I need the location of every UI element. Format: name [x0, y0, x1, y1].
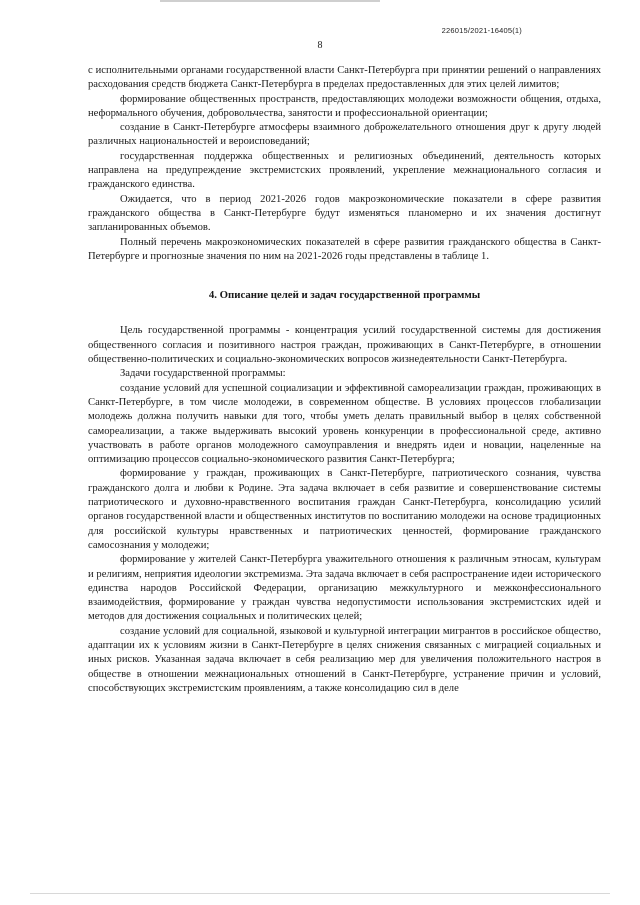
paragraph: Задачи государственной программы:	[120, 368, 286, 380]
top-scan-line	[160, 0, 380, 2]
page-content	[88, 64, 601, 696]
paragraph: формирование у жителей Санкт-Петербурга уважительного отношения к различным этносам, культурам и религиям, неприятия идеологии экстремизма. Эта задача включает в себя распространение идеи исторического единства народов Российской Федерации, организацию межкультурного и межконфессионального взаимодействия, формирование у граждан чувства недопустимости использования экстремистских идей и методов для достижения социальных и политических целей;	[88, 554, 601, 623]
paragraph: создание условий для социальной, языковой и культурной интеграции мигрантов в российское общество, адаптации их к условиям жизни в Санкт-Петербурге в целях снижения связанных с миграцией социальных и иных рисков. Указанная задача включает в себя реализацию мер для увеличения положительного настроя в обществе в отношении межнациональных отношений в Санкт-Петербурге, устранение причин и условий, способствующих экстремистским проявлениям, а также консолидацию сил в деле	[88, 625, 601, 694]
page-number: 8	[317, 40, 323, 51]
paragraph: Ожидается, что в период 2021-2026 годов макроэкономические показатели в сфере развития гражданского общества в Санкт-Петербурге будут изменяться планомерно и их значения достигнут запланированных объемов.	[88, 193, 601, 234]
section-heading: 4. Описание целей и задач государственной программы	[208, 289, 481, 302]
paragraph: создание в Санкт-Петербурге атмосферы взаимного доброжелательного отношения друг к другу людей различных национальностей и вероисповеданий;	[88, 122, 601, 148]
document-number: 226015/2021-16405(1)	[441, 26, 522, 35]
paragraph: государственная поддержка общественных и религиозных объединений, деятельность которых направлена на предупреждение экстремистских проявлений, укрепление межнационального согласия и гражданского единства.	[88, 150, 601, 191]
paragraph: формирование общественных пространств, предоставляющих молодежи возможности общения, отдыха, неформального обучения, добровольчества, занятости и профессиональной ориентации;	[88, 93, 601, 119]
paragraph: создание условий для успешной социализации и эффективной самореализации граждан, проживающих в Санкт-Петербурге, в том числе молодежи, в современном обществе. В условиях процессов глобализации молодежь должна получить навыки для того, чтобы уметь делать правильный выбор в целях собственной самореализации, а также выдерживать высокий уровень конкуренции в профессиональной среде, активно участвовать в работе органов молодежного самоуправления и внедрять идеи и новации, нацеленные на оптимизацию процессов социально-экономического развития Санкт-Петербурга;	[88, 382, 601, 466]
paragraph: формирование у граждан, проживающих в Санкт-Петербурге, патриотического сознания, чувства гражданского долга и любви к Родине. Эта задача включает в себя развитие и совершенствование системы патриотического и духовно-нравственного воспитания граждан Санкт-Петербурга, консолидацию усилий органов государственной власти и общественных институтов по воспитанию молодежи на основе традиционных для российской культуры нравственных и патриотических ценностей, формирование гражданского самосознания у молодежи;	[88, 468, 601, 551]
paragraph: Цель государственной программы - концентрация усилий государственной системы для достижения общественного согласия и позитивного настроя граждан, проживающих в Санкт-Петербурге, в отношении общественно-политических и социально-экономических вопросов жизнедеятельности Санкт-Петербурга.	[88, 325, 601, 366]
bottom-scan-line	[30, 893, 610, 894]
paragraph: с исполнительными органами государственной власти Санкт-Петербурга при принятии решений о направлениях расходования средств бюджета Санкт-Петербурга в пределах предоставленных для этих целей лимитов;	[88, 65, 601, 91]
paragraph: Полный перечень макроэкономических показателей в сфере развития гражданского общества в Санкт-Петербурге и прогнозные значения по ним на 2021-2026 годы представлены в таблице 1.	[88, 236, 601, 262]
